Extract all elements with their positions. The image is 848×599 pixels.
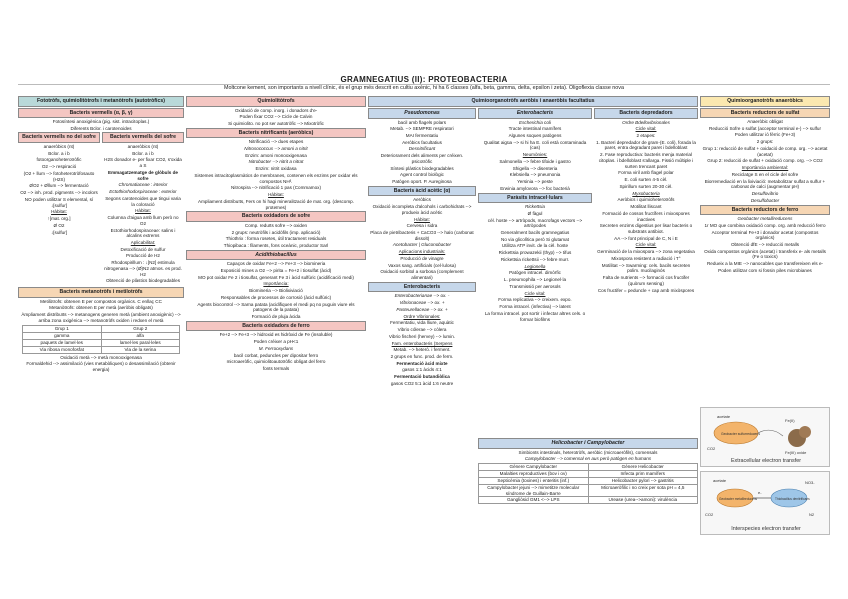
section-header-quimiolitotrofs: Quimiolitòtrofs — [186, 96, 366, 107]
subheader-no-sofre: Bacteris vermells no del sofre — [18, 132, 100, 143]
section-header-reductors-sulfat: Bacteris reductors de sulfat — [700, 108, 830, 119]
text-line: cèl. hoste --> artròpods, macrofags vectors --> artròpodes — [487, 217, 583, 229]
text-line: Enzim: nitrit oxidasa — [255, 166, 297, 172]
text-line: Grup 2: reducció de sulfat + oxidació comp. org. --> CO2 — [707, 158, 823, 164]
text-line: microaeròfic, quimiolitoautotròfic obligat del ferro — [226, 359, 326, 365]
table-cell: Gènere Helicobacter — [589, 464, 699, 471]
figure-extracellular-transfer — [700, 407, 830, 467]
text-line: Ampliament distribuïts, Fers on hi hagi mineralització de mat. org. (descomp. proteïnes) — [198, 198, 354, 210]
label-geobacter-m: Geobacter metallireducens — [719, 497, 758, 501]
text-line: Cos fructifer = peduncle + cap amb mixòspores — [597, 287, 695, 293]
section-header-parasits: Paràsits intracel·lulars — [478, 193, 592, 204]
table-cell: Via ribosa monofosfat — [23, 347, 102, 354]
text-line: Ordre Bdellovibrionales — [622, 119, 670, 125]
text-line: Si quimiolito. no pot ser autotròfic --> Mixotròfic — [228, 120, 324, 126]
text-line: Ø fàgul — [527, 210, 543, 216]
text-line: Oxidació de comp. inorg. i donadors d'e- — [234, 107, 318, 113]
text-line: Oxidació incompleta d'alcohols i carbohidrats --> produeix àcid acètic — [372, 204, 472, 215]
text-line: gasos CO2 5:1 àcid 1:6 neutre — [390, 380, 454, 386]
label-fe3: Fe(III) oxide — [785, 450, 807, 455]
text-line: Acetobacter | Gluconobacter — [392, 242, 452, 248]
text-line: Acceptor terminal Fe+3 i donador acetat (compostos orgànics) — [711, 229, 819, 241]
text-line: Àmpliament distribuïts --> metanogens generen metà (ambient anoxigènic) --> arriba zona oxigènica --> metanotròfs oxiden i redxen el metà — [21, 312, 181, 323]
text-line: Cervesa i sidra — [406, 223, 438, 229]
table-cell: paquets de lamel·les — [23, 340, 102, 347]
table-cell: gamma — [23, 333, 102, 340]
text-line: MO pot oxidar Fe 2 i tiosulfat, generant Fe 3 i àcid sulfúric (acidificació medi) — [198, 274, 354, 280]
text-line: Bclor. a i b — [48, 150, 70, 156]
subheader-sofre: Bacteris vermells del sofre — [102, 132, 184, 143]
text-line: Nitrospira --> nitrificació 1 pas (Commamox) — [231, 185, 321, 191]
table-cell: Campylobacter jejuni --> mimetitze molecular síndrome de Guillain-Barre — [479, 485, 589, 497]
text-line: 2 grups en func. prod. de ferm. — [390, 354, 454, 359]
text-line: Agents biocontrol --> Sarna patata (acidifiquen el medi pq no puguin viure els patogens de la patata) — [197, 301, 355, 313]
text-line: Producció de H2 — [126, 253, 160, 259]
text-line: Metab. --> heterò. i ferment. — [393, 347, 451, 353]
text-line: Utilitza ATP invit. de la cèl. hoste — [501, 243, 569, 249]
text-line: Comp. reduïts sofre --> oxiden — [244, 222, 308, 228]
text-line: Poden fixar CO2 --> Cicle de Calvin — [239, 114, 313, 120]
text-line: Spirillum surten 20-30 cèl. — [619, 183, 673, 189]
text-line: La forma intracel. pot sortir i infectar altres cels. o formar biofilms — [484, 310, 586, 322]
vermells-sofre — [102, 132, 184, 285]
text-line: Oxidació metà --> metà monooxigenasa — [60, 354, 142, 360]
column-depredadors — [594, 108, 698, 294]
subheading: Ordre Vibrionales: — [403, 313, 441, 319]
text-line: Mixospora resistent a radiació i T° — [611, 255, 681, 261]
text-line: Vibrionaceae --> ox. + — [399, 300, 445, 306]
text-line: Emmagatzematge de glòbuls de sofre — [108, 169, 178, 181]
text-line: Producció de vinagre — [400, 255, 444, 261]
column-anaerobics — [700, 96, 830, 275]
text-line: Deteriorament dels aliments per créixen. psicotròfic — [380, 153, 464, 164]
text-line: Patògen intracel. dimòrfic — [509, 270, 561, 276]
table-cell: Microaeròfilic i no creix per sota pH = 4,5 — [589, 485, 699, 497]
text-line: 2 etapes: — [636, 132, 656, 138]
section-header-helicobacter: Helicobacter i Campylobacter — [478, 438, 698, 449]
text-line: Yersinia --> peste — [517, 179, 553, 185]
subheading: Neumònies: — [522, 152, 548, 158]
text-line: Columna d'aigua amb llum però no O2 — [107, 215, 179, 226]
text-line: O2 --> inh. prod. pigments --> incolors — [20, 190, 98, 196]
figure-interspecies-transfer — [700, 471, 830, 535]
subheading: Legionella — [524, 263, 546, 269]
text-line: Rhodospirillum : ↓[N2] estimula nitrogenasa --> (Ø)N2 atmos. es prod. H2 — [104, 260, 182, 277]
label-acetate: acetate — [713, 478, 727, 483]
column-enterobacteris — [478, 108, 592, 323]
subheading: Hàbitat: — [51, 209, 67, 215]
text-line: gasos 1:1 àcids 4:1 — [402, 367, 442, 373]
text-line: Vibrio fischeri (hervey) --> lumin. — [388, 333, 456, 339]
text-line: Generalment bacils gramnegatius — [500, 230, 570, 236]
subheading: Myxobacteria — [632, 190, 660, 196]
table-cell: Gangliòsid GM1 <--> LPS — [479, 497, 589, 504]
section-header-nitrificants: Bacteris nitrificants (aeròbics) — [186, 128, 366, 139]
text-line: Forma viril amb flagel polar — [618, 170, 674, 176]
text-line: Erwinia amylovora --> foc bacterià — [500, 185, 570, 191]
subheading: Hàbitat: — [414, 216, 430, 222]
text-line: fotoorganoheterotròfic — [36, 157, 82, 163]
text-line: Ectothiorhodospiraceae : exterior — [109, 189, 177, 195]
text-line: Campylobacter --> comensal en aus però patògen en humans — [524, 456, 652, 462]
text-line: Fermentació àcid mixte — [396, 360, 448, 366]
text-line: Secreten enzims digestius per lisar bacteris o substrats antibiot. — [599, 223, 693, 234]
section-header-pseudomonas: Pseudomonas — [368, 108, 476, 119]
section-header-anaerobics: Quimioorganotròfs anaeròbics — [700, 96, 830, 107]
text-line: Metanòtrofs: obtenen E per metà (aeròbis obligats) — [49, 305, 153, 311]
text-line: Fermentació butandiòlica — [394, 374, 450, 380]
subheading: Aplicabilitat: — [130, 239, 156, 245]
summary-page — [18, 75, 830, 555]
text-line: Capaços de oxidar Fe+2 --> Fe+3 --> biomineria — [226, 261, 326, 267]
subheading: Hàbitat: — [268, 192, 284, 198]
text-line: Vibrio cólerae --> còlera — [397, 327, 447, 333]
text-line: Sistemes intracitoplasmàtics de membranes, contenen els enzims per oxidar els compostos NH³. — [194, 172, 358, 184]
table-cell: lamel·les paral·leles — [102, 340, 181, 347]
text-line: Escherichia coli — [519, 119, 551, 125]
text-line: Poden créixer a pH<1 — [253, 339, 299, 345]
subheading: Importància ambiental: — [741, 165, 789, 171]
label-electron: e- — [758, 490, 762, 495]
helicobacter-block — [478, 438, 698, 504]
text-line: Vaxos sang. artificials (cel·lulosa) — [388, 262, 456, 268]
section-header-enterobacteris-2: Enterobacteris — [478, 108, 592, 119]
text-line: Fe+2 --> Fe+3 --> hidroxid es hidròxid de Fe (insoluble) — [219, 332, 333, 338]
text-line: Rickettsia prowazekii (thyp) --> tifus — [498, 250, 572, 256]
metanotrofs-table — [22, 325, 180, 354]
text-line: ↓[sulfur] — [50, 229, 68, 235]
helicobacter-table — [478, 463, 698, 504]
text-line: Formació de pluja àcida — [251, 314, 301, 320]
text-line: fonts termals — [262, 366, 290, 371]
text-line: Obtenció de plàstics biodegradables — [105, 278, 181, 284]
section-header-enterobacteris: Enterobacteris — [368, 282, 476, 293]
text-line: Diferents Bclor. i carotenoides — [70, 125, 132, 131]
label-n2: N2 — [809, 512, 815, 517]
section-header-oxidadors-sofre: Bacteris oxidadors de sofre — [186, 211, 366, 222]
column-fototrofs — [18, 96, 184, 374]
text-line: Formació de cossos fructífers i mixospores inactives — [602, 210, 690, 222]
text-line: Reducció Sofre o sulfat (acceptor terminal e-) --> sulfur — [709, 125, 821, 131]
section-header-depredadors: Bacteris depredadors — [594, 108, 698, 119]
text-line: NO poden utilitzar S elemental, sí ↓[sulfur] — [24, 196, 94, 208]
label-acetate: acetate — [717, 414, 731, 419]
text-line: No via glicolítica però Si glutamat — [501, 236, 569, 242]
text-line: Thiothrix : forma rosetes, útil tractament residuals — [225, 236, 327, 242]
table-cell: Grup 1 — [23, 326, 102, 333]
text-line: Aeròbics facultatius — [402, 139, 442, 145]
subheading: Hàbitat: — [135, 208, 151, 214]
subheading: Importància: — [263, 281, 289, 287]
text-line: Metilòtrofs: obtenen E per compostos orgànics. C enllaç CC — [40, 298, 162, 304]
text-line: Fermentatiu, vida lliure, aquàtic — [390, 320, 454, 326]
text-line: Obtenció dfE --> reducció metalls — [730, 241, 800, 247]
text-line: E. coli surten 4-5 cèl. — [624, 177, 668, 183]
subheading: Cicle vital: — [524, 290, 546, 296]
text-line: Metab. --> SEMPRE respiratori — [390, 126, 454, 132]
text-line: 2 grups: neutròfils i acidòfils (imp. aplicació) — [231, 229, 321, 235]
text-line: Salmonella --> febre tifoide i gastro — [499, 158, 571, 164]
text-line: Patògen oport. P. Aureginosa — [392, 179, 452, 185]
label-thiobacillus: Thiobacillus denitrificans — [775, 497, 810, 501]
text-line: Nitrificació --> dues etapes — [248, 139, 304, 145]
figure-caption-1: Extracellular electron transfer — [730, 458, 802, 464]
text-line: Aeròbics i quimioheterotròfs — [617, 197, 675, 203]
table-cell: Via de la serina — [102, 347, 181, 354]
text-line: Shigella --> disenteria — [512, 165, 558, 171]
table-cell: Infecta prim mamífers — [589, 471, 699, 478]
text-line: M. Ferrooxydans — [258, 345, 294, 351]
subheading: Fam. enterobacteris (Serpens — [391, 340, 453, 346]
table-cell: Malalties reproductives (bov i ov) — [479, 471, 589, 478]
text-line: H2S donador e- per fixar CO2, s'oxida a S — [104, 157, 182, 169]
label-fe2: Fe(II) — [785, 418, 795, 423]
text-line: Nitrobacter --> nitrit a nitrat — [248, 159, 304, 165]
text-line: Agent control biològic — [400, 172, 444, 178]
text-line: 2. Fase reproductiva: bacteris menja material citoplas. i bdelloblast s'allarga. Fissió múltiple i surten trencant paret — [598, 152, 694, 169]
text-line: Biomineria --> Biolixiviació — [249, 288, 303, 294]
subheading: Cicle vital: — [635, 242, 657, 248]
text-line: Anaeròbic obligat — [747, 119, 783, 124]
text-line: Placa de pietribacteris + CaCO3 --> halo (carbonat dissolt) — [370, 230, 474, 241]
table-cell: Septicèmia (toxines) i enteritis (inf.) — [479, 478, 589, 485]
header-quimioorganotrofs — [368, 96, 698, 108]
table-cell: Helicobacter pylori --> gastritis — [589, 478, 699, 485]
text-line: Enterobacterianae --> ox. - — [394, 293, 450, 299]
text-line: Forma intracel. (infectiva) --> latent — [499, 304, 571, 310]
text-line: Reciclatge S en el cicle del sofre — [731, 171, 799, 177]
section-header-metanotrofs: Bacteris metanotròfs i metilotròfs — [18, 287, 184, 298]
section-header-fototrofs: Fototròfs, quimiolitòtrofs i metanòtrofs (autotròfics) — [18, 96, 184, 107]
section-header-quimioorganotrofs: Quimioorganotròfs aeròbis i anaeròbis facultatius — [368, 96, 698, 107]
text-line: Geobacter metallireducens — [737, 216, 793, 222]
text-line: Motilitat lliscant — [630, 204, 662, 210]
text-line: Formaldehid --> assimilació (vies metabòliques) o desassimilació (obtenir energia) — [26, 361, 176, 373]
text-line: AA --> font principal de C, N i E — [614, 235, 678, 241]
iron-oxide-shape-2 — [799, 426, 811, 438]
text-line: 1. Bacteri depredador de gram-(E. coli), forada la paret, entra degradant paret i bdelloblast — [596, 139, 696, 151]
label-co2: CO2 — [705, 512, 714, 517]
text-line: (O2 + llum --> fotoheterotròfosauto (H2S) — [23, 170, 95, 182]
text-line: Exposició mines a O2 --> pirita = Fe+2 i tiosulfat (àcid) — [220, 267, 332, 273]
text-line: Segons carotenoides que tingui varia la coloració — [105, 195, 181, 207]
figure-caption-2: Interspecies electron transfer — [731, 526, 801, 532]
text-line: Redueix a la MIE --> nanocables que transfereixen els e- — [706, 261, 824, 267]
subheading: Cicle vital: — [635, 126, 657, 132]
label-geobacter: Geobacter sulfurreducens — [721, 432, 761, 436]
label-no3: NO3- — [805, 480, 815, 485]
subheading: Aplicacions industrials: — [398, 249, 446, 255]
text-line: Thiopibaca : filaments, fons oceànic, productor Sarl — [223, 242, 329, 248]
page-title: GRAMNEGATIUS (II): PROTEOBACTERIA — [340, 75, 508, 84]
table-cell: Gènere Campylobacter — [479, 464, 589, 471]
column-pseudomonas — [368, 108, 476, 388]
text-line: anaeròbics (nt) — [127, 143, 159, 149]
text-line: Aeròbics — [413, 197, 431, 203]
text-line: Poden utilitzar com si fossin piles microbianes — [718, 267, 812, 273]
section-header-acid-acetic: Bacteris àcid acètic (α) — [368, 186, 476, 197]
text-line: ↑[mat. org.] — [47, 216, 71, 222]
label-co2: CO2 — [707, 446, 716, 451]
table-cell: Urease (urea-->amoni): virulència — [589, 497, 699, 504]
text-line: anaeròbics (nt) — [43, 143, 75, 149]
text-line: Biorremediació en la lixiviació: metabolitzar sulfat a sulfur + carbonat de calci (augmentar pH) — [704, 178, 826, 190]
vermells-no-sofre — [18, 132, 100, 285]
vermells-split — [18, 132, 184, 285]
text-line: Chromatiaceae : interior — [118, 182, 168, 188]
text-line: Detoxificació de sulfur — [120, 246, 166, 252]
text-line: Germinació de la mixospora --> zona vegetativa — [597, 249, 695, 255]
table-cell: alfa — [102, 333, 181, 340]
section-header-acidithiobacillus: Acidithiobacillus — [186, 250, 366, 261]
text-line: Algunes soques patògens — [508, 132, 562, 138]
nanowire-line — [758, 430, 783, 436]
text-line: 2 grups: — [756, 139, 774, 145]
column-quimiolitotrofs — [186, 96, 366, 373]
section-header-vermells: Bacteris vermells (α, β, γ) — [18, 108, 184, 119]
text-line: Rickettsia — [525, 204, 545, 210]
text-line: Qualitat aigüa --> si hi ha E. coli està contaminada (cas) — [483, 139, 587, 151]
text-line: L. pneumophila --> Legionel·la — [503, 277, 567, 283]
text-line: Pasteurellaceae --> ox. + — [396, 306, 448, 312]
text-line: O2 --> respiració — [41, 164, 77, 170]
text-line: Grup 1: reducció de sulfat + oxidació de comp. org. --> acetat (acetat) — [702, 145, 828, 157]
text-line: Desulfovibrio — [751, 191, 779, 197]
text-line: Fotosíntesi anoxigènica (pig. sist. intracitoplas.) — [52, 119, 150, 124]
text-line: Ectothiorhodospiraceae: salins i alcalins extrems — [110, 227, 176, 239]
text-line: Nitrosococcus --> amoni a nitrit — [244, 145, 308, 151]
section-header-oxidadors-ferro: Bacteris oxidadors de ferro — [186, 321, 366, 332]
text-line: Klebsiella --> pneumonia — [509, 172, 561, 178]
page-subtitle: Moltcone kement, son importants a nivell clínic, és el grup més descrit en cultiu axènic, hi ha 6 classes (alfa, beta, gamma, delta, epsilon i zeta). Oligoflexia classe nova — [224, 85, 624, 91]
text-line: Oxidació sorbitol a sorbosa (complement alimentari) — [380, 269, 464, 281]
section-header-reductors-ferro: Bacteris reductors de ferro — [700, 205, 830, 216]
text-line: Falta de nutrients --> formació cos fructifer (quòrum sensing) — [602, 275, 690, 286]
text-line: ØO2 + Øllum --> fermentació — [29, 183, 89, 189]
text-line: Ø O2 — [53, 222, 65, 228]
text-line: Forma replicativa --> creixem. expo. — [498, 297, 572, 303]
text-line: Transmissió per aerosols — [509, 283, 561, 289]
text-line: bacil amb flagels polars — [397, 119, 446, 125]
text-line: Desulfobacter — [750, 197, 780, 203]
text-line: Rickettsia rickettsii --> febre murr. — [500, 256, 570, 262]
text-line: Enzim: amoni monooxigenasa — [245, 152, 307, 158]
text-line: Tracte intestinal mamífers — [508, 126, 562, 132]
table-cell: Grup 2 — [102, 326, 181, 333]
text-line: 1r MO que combina oxidació comp. org. amb reducció ferro — [704, 222, 826, 228]
text-line: Poden utilitzar ió fèrric (Fe+3) — [734, 132, 796, 138]
text-line: Oxida compostos orgànics (acetat) i transferix e- als metalls (Fe o toxics) — [704, 248, 826, 260]
text-line: Responsables de processos de corrosió (àcid sulfúric) — [220, 294, 332, 300]
text-line: Síntesi plàstics biodegradables — [390, 165, 454, 171]
text-line: Simbionts intestinals, heterotròfs, aeròbic (microaeròfils), comensals — [518, 449, 658, 455]
text-line: bacil corbat, peduncles per dipositar ferro — [233, 352, 319, 358]
text-line: Bclor. a i b — [132, 150, 154, 156]
text-line: MAI fermentatiu — [405, 132, 439, 138]
text-line: Motilitat --> Swarming: cels. bacils secreten polim. mucilaginós — [601, 262, 691, 274]
text-line: Desnitrificant — [408, 146, 436, 152]
